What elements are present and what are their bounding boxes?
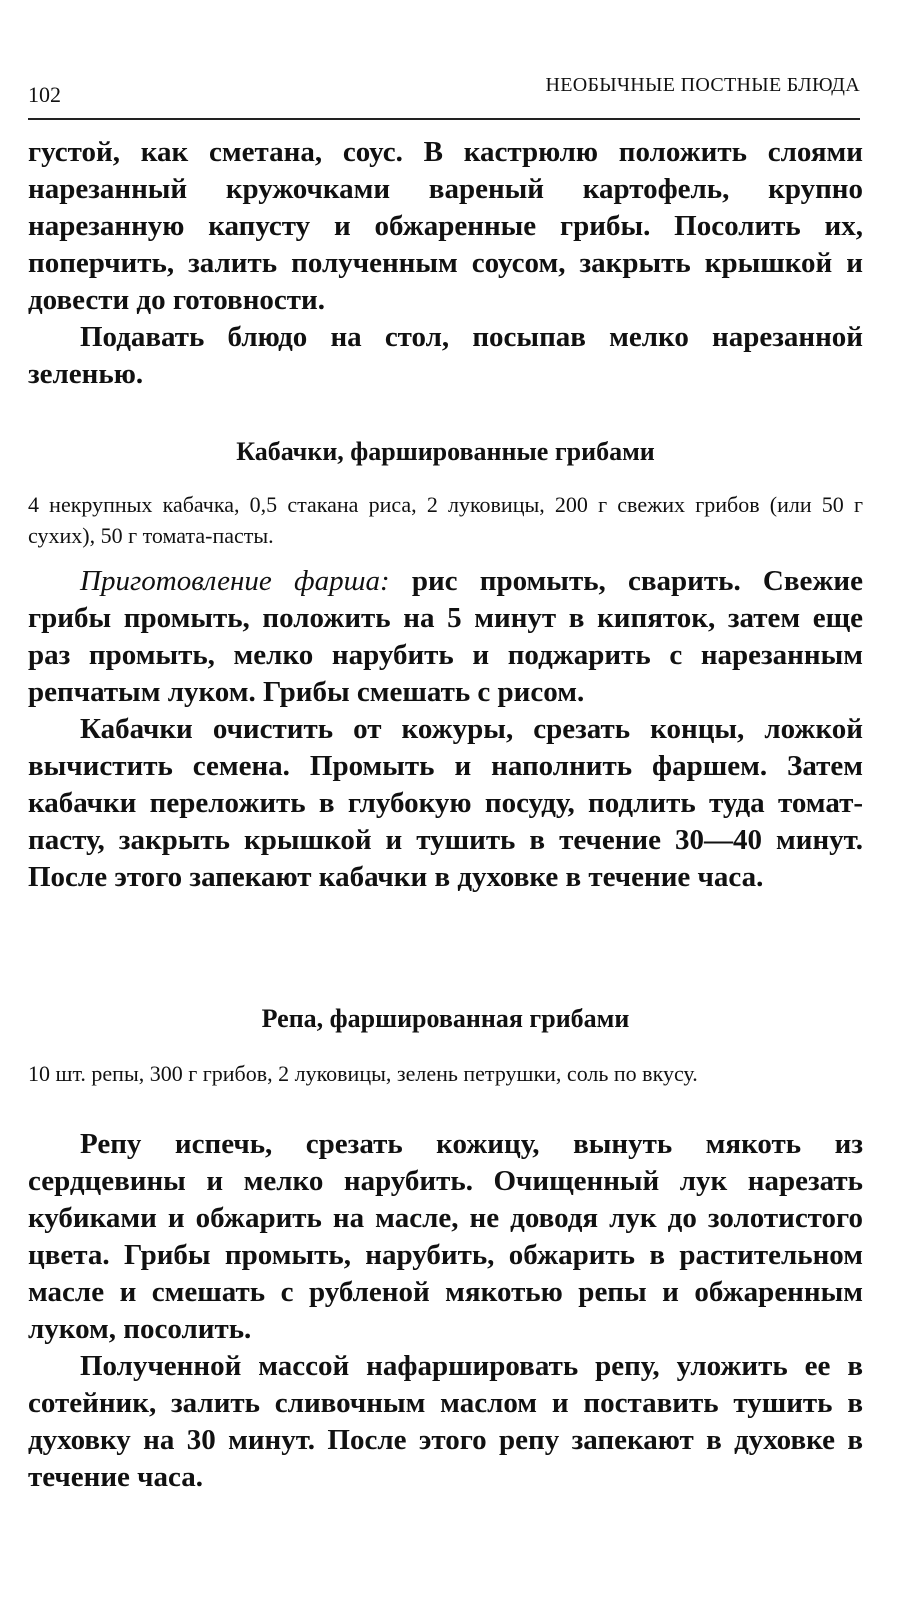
zucchini-paragraph-1-text: рис промыть, сварить. Свежие грибы промыть, положить на 5 минут в кипяток, затем еще раз промыть, мелко нарубить и поджарить с нарезанным репчатым луком. Грибы смешать с рисом. [28,565,863,708]
ingredients-turnip: 10 шт. репы, 300 г грибов, 2 луковицы, зелень петрушки, соль по вкусу. [28,1061,698,1086]
ingredients-zucchini: 4 некрупных кабачка, 0,5 стакана риса, 2 луковицы, 200 г свежих грибов (или 50 г сухих), 50 г томата-пасты. [28,492,863,548]
zucchini-paragraph-2: Кабачки очистить от кожуры, срезать концы, ложкой вычистить семена. Промыть и наполнить фаршем. Затем кабачки переложить в глубокую посуду, подлить туда томат-пасту, закрыть крышкой и тушить в течение 30—40 минут. После этого запекают кабачки в духовке в течение часа. [28,713,863,893]
turnip-paragraph-2: Полученной массой нафаршировать репу, уложить ее в сотейник, залить сливочным маслом и поставить тушить в духовку на 30 минут. После этого репу запекают в духовке в течение часа. [28,1350,863,1493]
page-number: 102 [28,82,61,107]
intro-paragraph-1: густой, как сметана, соус. В кастрюлю положить слоями нарезанный кружочками вареный картофель, крупно нарезанную капусту и обжаренные грибы. Посолить их, поперчить, залить полученным соусом, закрыть крышкой и довести до готовности. [28,136,863,316]
intro-text [28,134,863,393]
intro-paragraph-2: Подавать блюдо на стол, посыпав мелко нарезанной зеленью. [28,321,863,390]
zucchini-paragraph-1 [28,563,863,711]
recipe-title-turnip: Репа, фаршированная грибами [261,1004,630,1033]
preparation-lead: Приготовление фарша: [80,565,390,597]
running-title: НЕОБЫЧНЫЕ ПОСТНЫЕ БЛЮДА [545,74,860,96]
turnip-paragraph-1: Репу испечь, срезать кожицу, вынуть мякоть из сердцевины и мелко нарубить. Очищенный лук нарезать кубиками и обжарить на масле, не доводя лук до золотистого цвета. Грибы промыть, нарубить, обжарить в растительном масле и смешать с рубленой мякотью репы и обжаренным луком, посолить. [28,1128,863,1345]
page-header [28,70,860,120]
recipe-body-turnip [28,1126,863,1496]
recipe-body-zucchini [28,563,863,896]
recipe-title-zucchini: Кабачки, фаршированные грибами [236,437,655,466]
